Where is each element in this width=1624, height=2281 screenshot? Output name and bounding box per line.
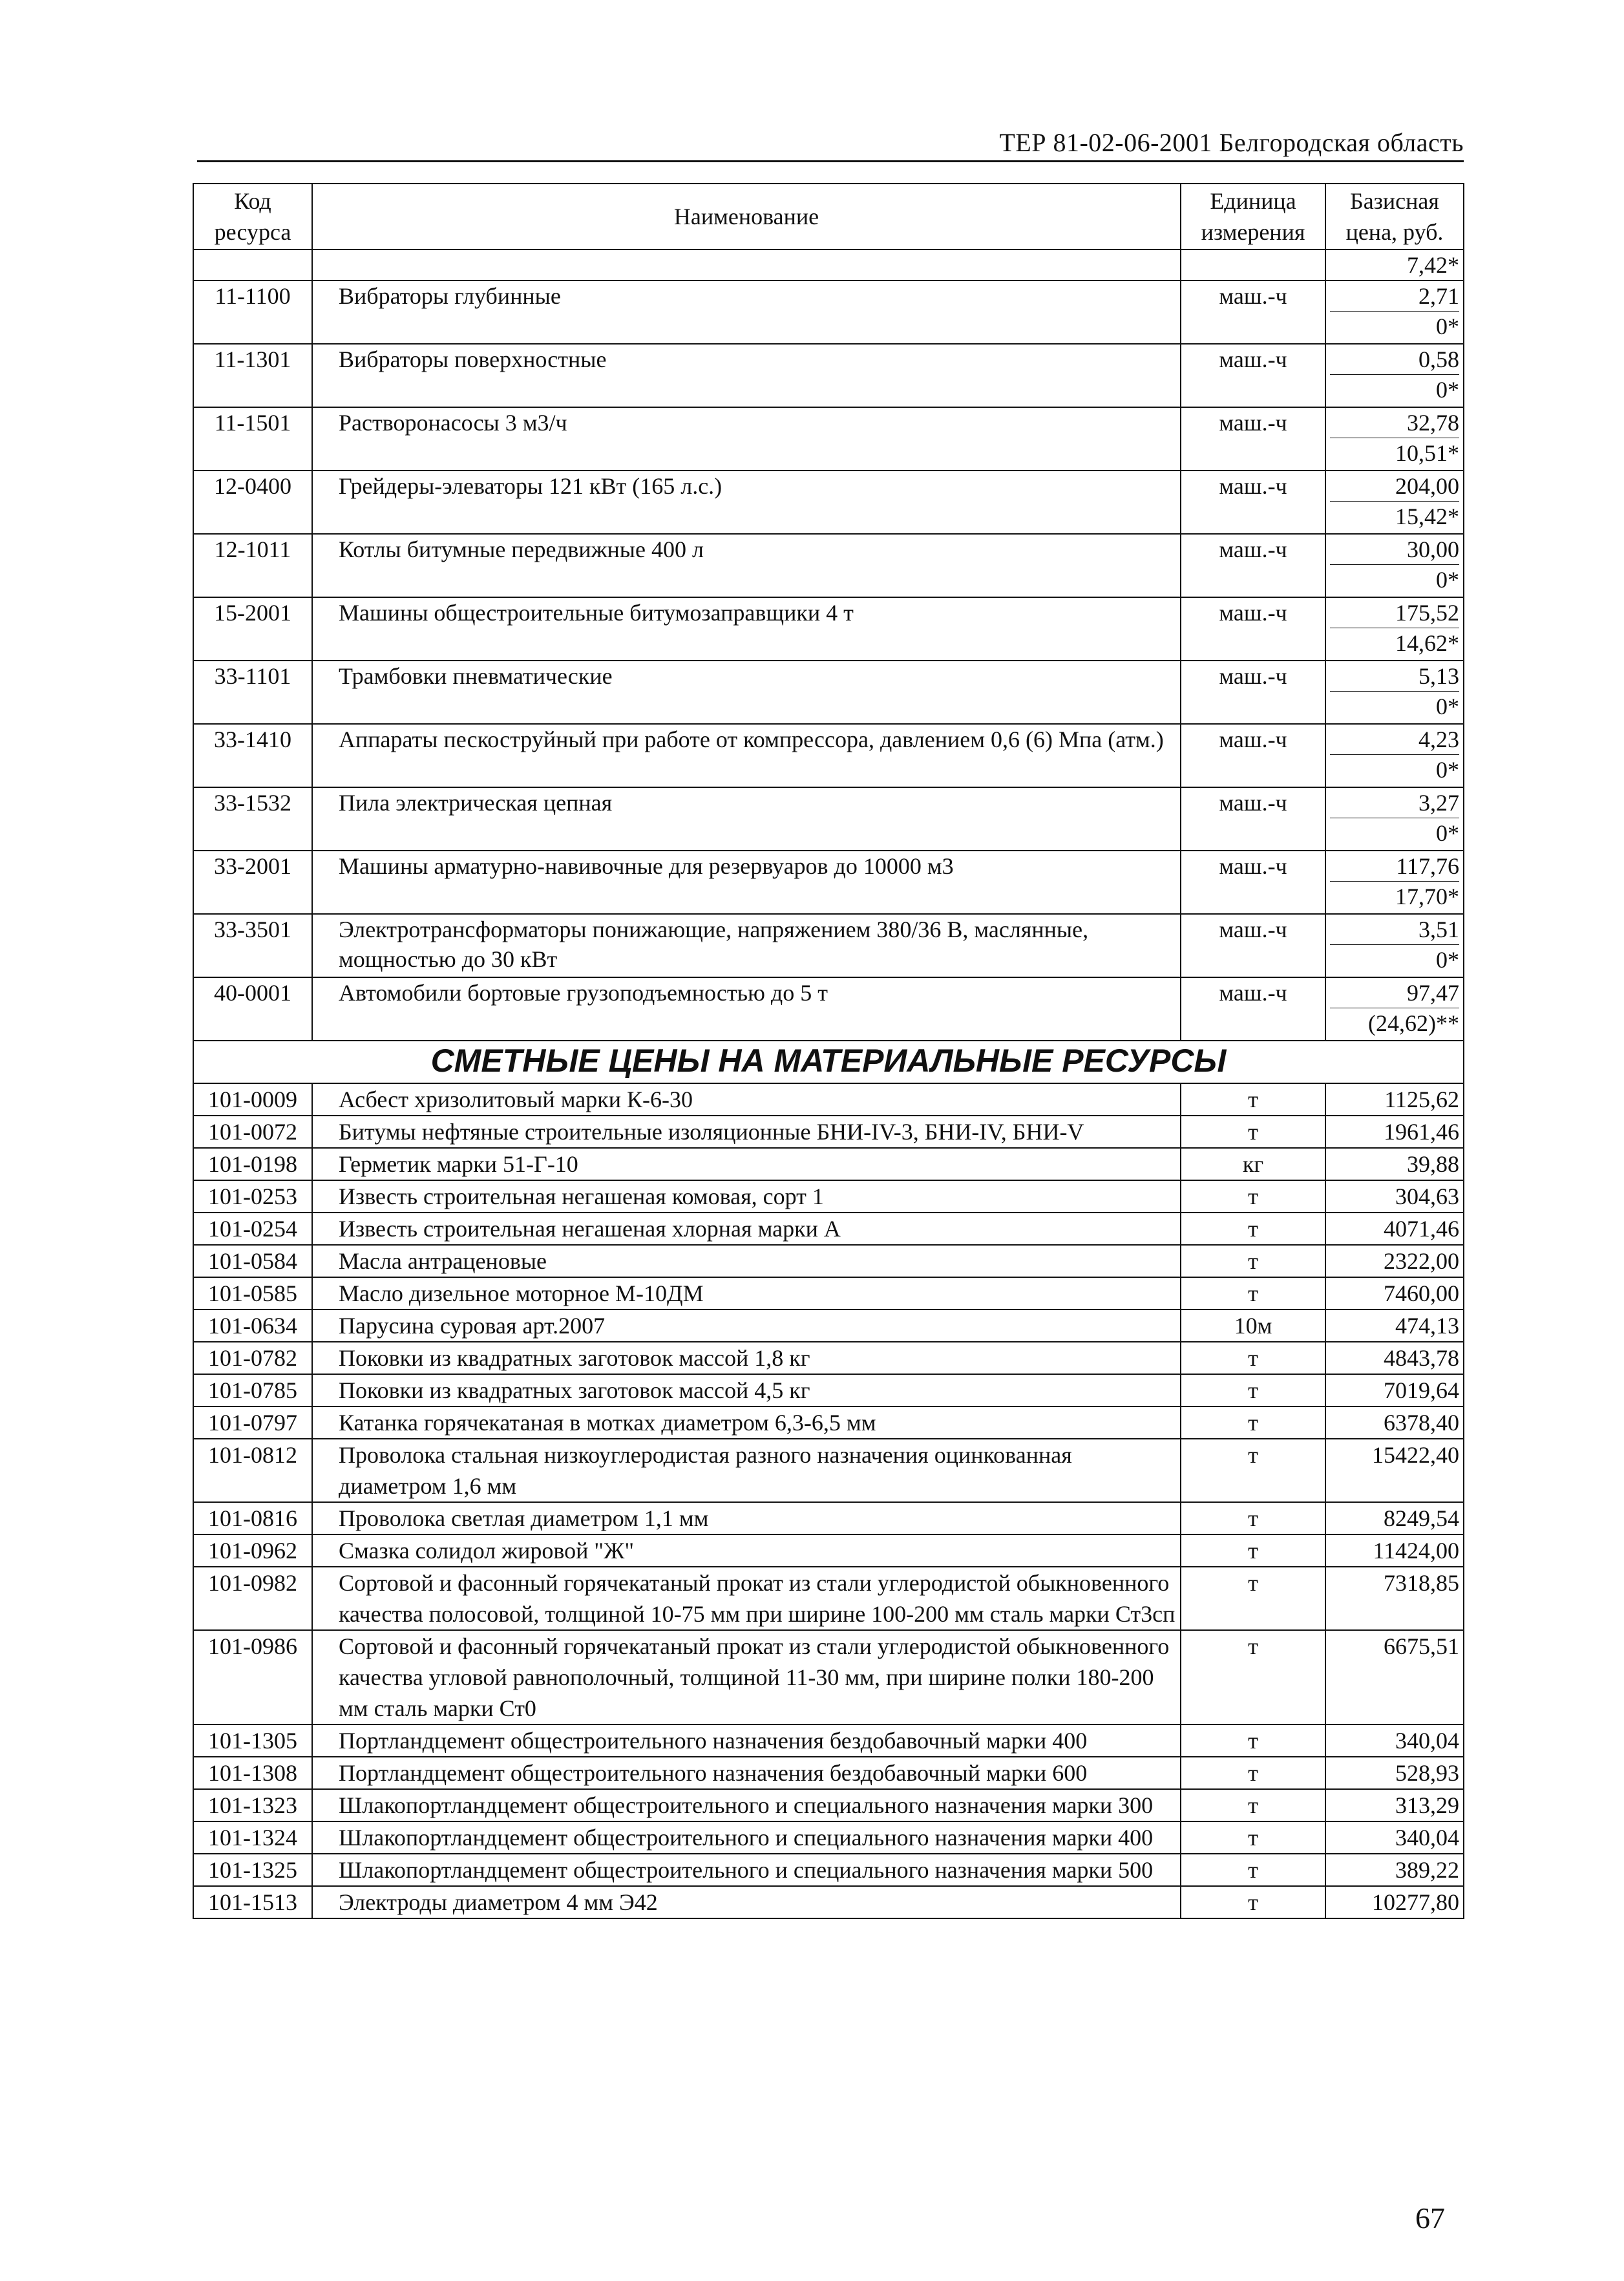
- resource-name: Шлакопортландцемент общестроительного и специального назначения марки 300: [312, 1789, 1181, 1821]
- resource-name: Электроды диаметром 4 мм Э42: [312, 1886, 1181, 1918]
- machine-row: [193, 344, 1464, 407]
- resource-unit: маш.-ч: [1181, 281, 1325, 344]
- resource-code: 33-1532: [193, 787, 312, 851]
- machine-row: [193, 281, 1464, 344]
- machine-row: [193, 914, 1464, 977]
- material-row: [193, 1148, 1464, 1180]
- resource-name: Асбест хризолитовый марки К-6-30: [312, 1083, 1181, 1116]
- resource-name: Пила электрическая цепная: [312, 787, 1181, 851]
- material-row: [193, 1821, 1464, 1854]
- resource-price: 313,29: [1325, 1789, 1464, 1821]
- resource-code: 101-0785: [193, 1374, 312, 1406]
- resource-price-cell: [1325, 851, 1464, 914]
- resource-price-cell: [1325, 977, 1464, 1041]
- resource-code: 101-0812: [193, 1439, 312, 1502]
- machine-row: [193, 787, 1464, 851]
- col-name-header: Наименование: [312, 184, 1181, 249]
- machine-row: [193, 661, 1464, 724]
- resource-name: Сортовой и фасонный горячекатаный прокат из стали углеродистой обыкновенного качества полосовой, толщиной 10-75 мм при ширине 100-200 мм сталь марки Ст3сп: [312, 1567, 1181, 1630]
- material-row: [193, 1277, 1464, 1310]
- base-price: 97,47: [1407, 980, 1459, 1006]
- material-row: [193, 1180, 1464, 1213]
- resource-unit: т: [1181, 1567, 1325, 1630]
- resource-price: 528,93: [1325, 1757, 1464, 1789]
- section-title: СМЕТНЫЕ ЦЕНЫ НА МАТЕРИАЛЬНЫЕ РЕСУРСЫ: [193, 1041, 1464, 1083]
- resource-name: Известь строительная негашеная хлорная марки А: [312, 1213, 1181, 1245]
- resource-name: Поковки из квадратных заготовок массой 1,8 кг: [312, 1342, 1181, 1374]
- resource-code: 101-1325: [193, 1854, 312, 1886]
- base-price: 30,00: [1407, 536, 1459, 562]
- resource-unit: маш.-ч: [1181, 661, 1325, 724]
- material-row: [193, 1406, 1464, 1439]
- resource-name: Масло дизельное моторное М-10ДМ: [312, 1277, 1181, 1310]
- resource-name: Растворонасосы 3 м3/ч: [312, 407, 1181, 471]
- wage-price: (24,62)**: [1330, 1008, 1459, 1038]
- resource-code: 101-0816: [193, 1502, 312, 1534]
- resource-name: Электротрансформаторы понижающие, напряжением 380/36 В, маслянные, мощностью до 30 кВт: [312, 914, 1181, 977]
- price-table: [193, 183, 1464, 1919]
- resource-code: 33-3501: [193, 914, 312, 977]
- material-row: [193, 1630, 1464, 1724]
- wage-price: 0*: [1330, 691, 1459, 721]
- resource-unit: т: [1181, 1439, 1325, 1502]
- resource-code: 101-0797: [193, 1406, 312, 1439]
- machine-row: [193, 471, 1464, 534]
- resource-name: Вибраторы глубинные: [312, 281, 1181, 344]
- resource-unit: т: [1181, 1116, 1325, 1148]
- resource-name: Аппараты пескоструйный при работе от компрессора, давлением 0,6 (6) Мпа (атм.): [312, 724, 1181, 787]
- base-price: 5,13: [1418, 663, 1459, 689]
- resource-name: Машины арматурно-навивочные для резервуаров до 10000 м3: [312, 851, 1181, 914]
- empty-cell: [1181, 249, 1325, 281]
- wage-price: 17,70*: [1330, 881, 1459, 911]
- resource-code: 11-1501: [193, 407, 312, 471]
- machine-row: [193, 851, 1464, 914]
- wage-price: 14,62*: [1330, 628, 1459, 658]
- resource-unit: маш.-ч: [1181, 914, 1325, 977]
- resource-code: 15-2001: [193, 597, 312, 661]
- resource-code: 11-1301: [193, 344, 312, 407]
- resource-price: 15422,40: [1325, 1439, 1464, 1502]
- resource-code: 101-0254: [193, 1213, 312, 1245]
- resource-price: 6675,51: [1325, 1630, 1464, 1724]
- resource-price: 340,04: [1325, 1821, 1464, 1854]
- resource-code: 12-1011: [193, 534, 312, 597]
- resource-unit: маш.-ч: [1181, 977, 1325, 1041]
- resource-price-cell: [1325, 661, 1464, 724]
- resource-unit: маш.-ч: [1181, 724, 1325, 787]
- resource-name: Портландцемент общестроительного назначения бездобавочный марки 600: [312, 1757, 1181, 1789]
- resource-price-cell: [1325, 281, 1464, 344]
- material-row: [193, 1502, 1464, 1534]
- resource-name: Портландцемент общестроительного назначения бездобавочный марки 400: [312, 1724, 1181, 1757]
- resource-name: Герметик марки 51-Г-10: [312, 1148, 1181, 1180]
- resource-unit: т: [1181, 1821, 1325, 1854]
- base-price: 32,78: [1407, 410, 1459, 436]
- resource-price: 1125,62: [1325, 1083, 1464, 1116]
- resource-name: Парусина суровая арт.2007: [312, 1310, 1181, 1342]
- resource-name: Котлы битумные передвижные 400 л: [312, 534, 1181, 597]
- resource-code: 101-0584: [193, 1245, 312, 1277]
- resource-code: 101-1305: [193, 1724, 312, 1757]
- resource-name: Проволока светлая диаметром 1,1 мм: [312, 1502, 1181, 1534]
- resource-code: 101-0782: [193, 1342, 312, 1374]
- resource-name: Масла антраценовые: [312, 1245, 1181, 1277]
- resource-name: Трамбовки пневматические: [312, 661, 1181, 724]
- resource-unit: т: [1181, 1245, 1325, 1277]
- resource-unit: маш.-ч: [1181, 407, 1325, 471]
- resource-unit: т: [1181, 1757, 1325, 1789]
- resource-price: 4071,46: [1325, 1213, 1464, 1245]
- resource-price: 11424,00: [1325, 1534, 1464, 1567]
- resource-name: Автомобили бортовые грузоподъемностью до 5 т: [312, 977, 1181, 1041]
- resource-unit: маш.-ч: [1181, 851, 1325, 914]
- resource-code: 33-1410: [193, 724, 312, 787]
- resource-price: 7318,85: [1325, 1567, 1464, 1630]
- table-header-row: [193, 184, 1464, 249]
- resource-price: 1961,46: [1325, 1116, 1464, 1148]
- resource-price: 7019,64: [1325, 1374, 1464, 1406]
- resource-price-cell: [1325, 407, 1464, 471]
- material-row: [193, 1374, 1464, 1406]
- machine-row: [193, 724, 1464, 787]
- resource-name: Проволока стальная низкоуглеродистая разного назначения оцинкованная диаметром 1,6 мм: [312, 1439, 1181, 1502]
- resource-code: 101-1513: [193, 1886, 312, 1918]
- resource-code: 101-0009: [193, 1083, 312, 1116]
- resource-price: 8249,54: [1325, 1502, 1464, 1534]
- resource-unit: т: [1181, 1277, 1325, 1310]
- wage-price: 0*: [1330, 374, 1459, 405]
- resource-code: 101-0253: [193, 1180, 312, 1213]
- machine-row: [193, 597, 1464, 661]
- resource-name: Битумы нефтяные строительные изоляционные БНИ-IV-3, БНИ-IV, БНИ-V: [312, 1116, 1181, 1148]
- material-row: [193, 1789, 1464, 1821]
- resource-code: 101-1323: [193, 1789, 312, 1821]
- base-price: 117,76: [1396, 853, 1459, 879]
- resource-code: 101-0198: [193, 1148, 312, 1180]
- col-price-header: Базисная цена, руб.: [1325, 184, 1464, 249]
- base-price: 3,51: [1418, 917, 1459, 942]
- base-price: 0,58: [1418, 346, 1459, 372]
- material-row: [193, 1534, 1464, 1567]
- resource-unit: т: [1181, 1630, 1325, 1724]
- resource-unit: маш.-ч: [1181, 471, 1325, 534]
- resource-unit: т: [1181, 1406, 1325, 1439]
- material-row: [193, 1854, 1464, 1886]
- material-row: [193, 1724, 1464, 1757]
- resource-unit: т: [1181, 1534, 1325, 1567]
- resource-name: Сортовой и фасонный горячекатаный прокат из стали углеродистой обыкновенного качества угловой равнополочный, толщиной 11-30 мм, при ширине полки 180-200 мм сталь марки Ст0: [312, 1630, 1181, 1724]
- empty-cell: [193, 249, 312, 281]
- wage-price: 0*: [1330, 564, 1459, 595]
- material-row: [193, 1439, 1464, 1502]
- resource-price-cell: [1325, 344, 1464, 407]
- material-row: [193, 1567, 1464, 1630]
- base-price: 204,00: [1395, 473, 1459, 499]
- resource-unit: маш.-ч: [1181, 534, 1325, 597]
- resource-name: Известь строительная негашеная комовая, сорт 1: [312, 1180, 1181, 1213]
- base-price: 2,71: [1418, 283, 1459, 309]
- material-row: [193, 1213, 1464, 1245]
- continuation-row: [193, 249, 1464, 281]
- resource-name: Катанка горячекатаная в мотках диаметром 6,3-6,5 мм: [312, 1406, 1181, 1439]
- resource-code: 101-0982: [193, 1567, 312, 1630]
- base-price: 3,27: [1418, 790, 1459, 816]
- resource-name: Машины общестроительные битумозаправщики 4 т: [312, 597, 1181, 661]
- resource-price: 39,88: [1325, 1148, 1464, 1180]
- resource-name: Вибраторы поверхностные: [312, 344, 1181, 407]
- resource-unit: т: [1181, 1854, 1325, 1886]
- empty-cell: [312, 249, 1181, 281]
- col-unit-header: Единица измерения: [1181, 184, 1325, 249]
- resource-price: 4843,78: [1325, 1342, 1464, 1374]
- resource-price-cell: [1325, 534, 1464, 597]
- resource-price: 340,04: [1325, 1724, 1464, 1757]
- wage-price: 0*: [1330, 944, 1459, 975]
- resource-code: 101-0634: [193, 1310, 312, 1342]
- col-code-header: Код ресурса: [193, 184, 312, 249]
- resource-unit: т: [1181, 1886, 1325, 1918]
- resource-price: 2322,00: [1325, 1245, 1464, 1277]
- resource-code: 101-0962: [193, 1534, 312, 1567]
- machine-row: [193, 407, 1464, 471]
- resource-code: 101-1324: [193, 1821, 312, 1854]
- resource-name: Поковки из квадратных заготовок массой 4,5 кг: [312, 1374, 1181, 1406]
- resource-unit: т: [1181, 1180, 1325, 1213]
- resource-code: 11-1100: [193, 281, 312, 344]
- resource-price: 304,63: [1325, 1180, 1464, 1213]
- page-number: 67: [1415, 2201, 1445, 2234]
- resource-name: Смазка солидол жировой "Ж": [312, 1534, 1181, 1567]
- resource-code: 33-2001: [193, 851, 312, 914]
- resource-unit: т: [1181, 1213, 1325, 1245]
- resource-price-cell: [1325, 787, 1464, 851]
- resource-unit: т: [1181, 1374, 1325, 1406]
- resource-code: 101-0585: [193, 1277, 312, 1310]
- machine-row: [193, 534, 1464, 597]
- resource-price-cell: [1325, 724, 1464, 787]
- resource-code: 101-1308: [193, 1757, 312, 1789]
- wage-price: 15,42*: [1330, 501, 1459, 531]
- resource-unit: т: [1181, 1789, 1325, 1821]
- resource-unit: маш.-ч: [1181, 787, 1325, 851]
- material-row: [193, 1245, 1464, 1277]
- resource-unit: т: [1181, 1342, 1325, 1374]
- resource-price: 474,13: [1325, 1310, 1464, 1342]
- resource-code: 12-0400: [193, 471, 312, 534]
- page-header: [197, 129, 1464, 162]
- resource-code: 101-0986: [193, 1630, 312, 1724]
- resource-code: 33-1101: [193, 661, 312, 724]
- wage-price: 0*: [1330, 754, 1459, 785]
- resource-name: Грейдеры-элеваторы 121 кВт (165 л.с.): [312, 471, 1181, 534]
- machine-row: [193, 977, 1464, 1041]
- material-row: [193, 1342, 1464, 1374]
- material-row: [193, 1310, 1464, 1342]
- section-title-row: [193, 1041, 1464, 1083]
- resource-unit: т: [1181, 1724, 1325, 1757]
- material-row: [193, 1083, 1464, 1116]
- resource-name: Шлакопортландцемент общестроительного и специального назначения марки 400: [312, 1821, 1181, 1854]
- material-row: [193, 1116, 1464, 1148]
- base-price: 175,52: [1395, 600, 1459, 626]
- resource-unit: кг: [1181, 1148, 1325, 1180]
- resource-price: 6378,40: [1325, 1406, 1464, 1439]
- resource-name: Шлакопортландцемент общестроительного и специального назначения марки 500: [312, 1854, 1181, 1886]
- base-price: 4,23: [1418, 727, 1459, 752]
- resource-price-cell: [1325, 914, 1464, 977]
- resource-unit: маш.-ч: [1181, 597, 1325, 661]
- resource-code: 40-0001: [193, 977, 312, 1041]
- resource-unit: т: [1181, 1502, 1325, 1534]
- wage-price: 0*: [1330, 311, 1459, 341]
- resource-price-cell: [1325, 471, 1464, 534]
- material-row: [193, 1886, 1464, 1918]
- resource-code: 101-0072: [193, 1116, 312, 1148]
- resource-unit: маш.-ч: [1181, 344, 1325, 407]
- resource-price: 389,22: [1325, 1854, 1464, 1886]
- resource-unit: 10м: [1181, 1310, 1325, 1342]
- resource-price-cell: [1325, 597, 1464, 661]
- wage-price: 0*: [1330, 818, 1459, 848]
- resource-unit: т: [1181, 1083, 1325, 1116]
- document-title: ТЕР 81-02-06-2001 Белгородская область: [999, 128, 1464, 157]
- continuation-price: 7,42*: [1325, 249, 1464, 281]
- material-row: [193, 1757, 1464, 1789]
- wage-price: 10,51*: [1330, 438, 1459, 468]
- resource-price: 10277,80: [1325, 1886, 1464, 1918]
- resource-price: 7460,00: [1325, 1277, 1464, 1310]
